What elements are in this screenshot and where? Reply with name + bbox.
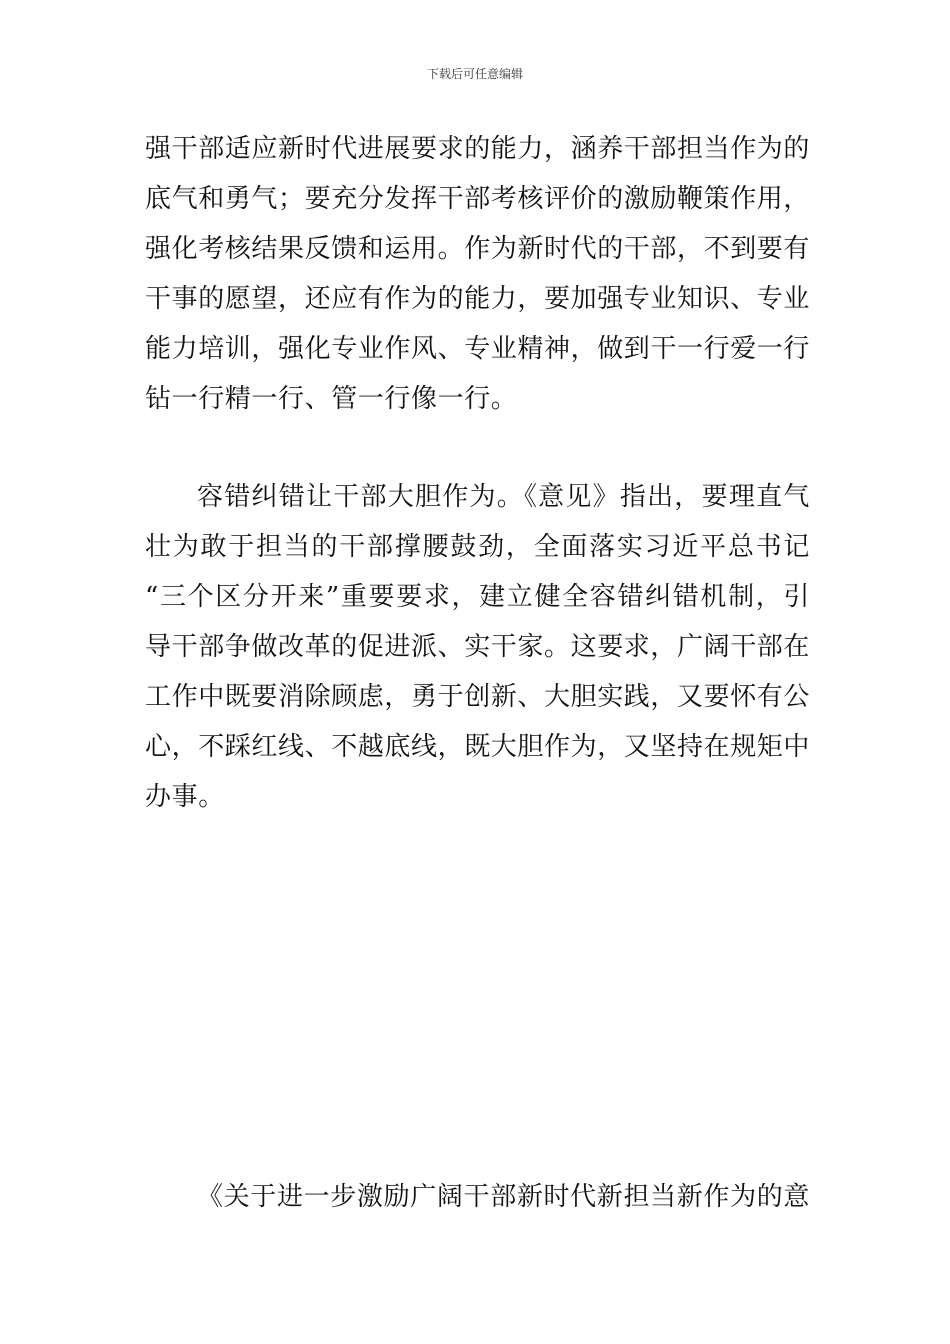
page-header-note: 下载后可任意编辑	[426, 67, 523, 81]
text-line: 心，不踩红线、不越底线，既大胆作为，又坚持在规矩中	[145, 732, 811, 762]
text-line: 办事。	[145, 782, 225, 812]
text-line: 工作中既要消除顾虑，勇于创新、大胆实践，又要怀有公	[145, 682, 811, 712]
text-line: 钻一行精一行、管一行像一行。	[145, 384, 518, 414]
text-line: 导干部争做改革的促进派、实干家。这要求，广阔干部在	[145, 632, 811, 662]
text-line: 壮为敢于担当的干部撑腰鼓劲，全面落实习近平总书记	[145, 532, 810, 562]
text-line: 《关于进一步激励广阔干部新时代新担当新作为的意	[197, 1182, 810, 1212]
text-line: 底气和勇气；要充分发挥干部考核评价的激励鞭策作用，	[145, 184, 811, 214]
text-line: 强干部适应新时代进展要求的能力，涵养干部担当作为的	[145, 134, 811, 164]
text-line: 能力培训，强化专业作风、专业精神，做到干一行爱一行	[145, 334, 811, 364]
text-line: 干事的愿望，还应有作为的能力，要加强专业知识、专业	[145, 284, 811, 314]
text-line: 容错纠错让干部大胆作为。《意见》指出，要理直气	[197, 482, 810, 512]
text-line: 强化考核结果反馈和运用。作为新时代的干部，不到要有	[145, 234, 811, 264]
text-line: “三个区分开来”重要要求，建立健全容错纠错机制，引	[145, 582, 810, 612]
